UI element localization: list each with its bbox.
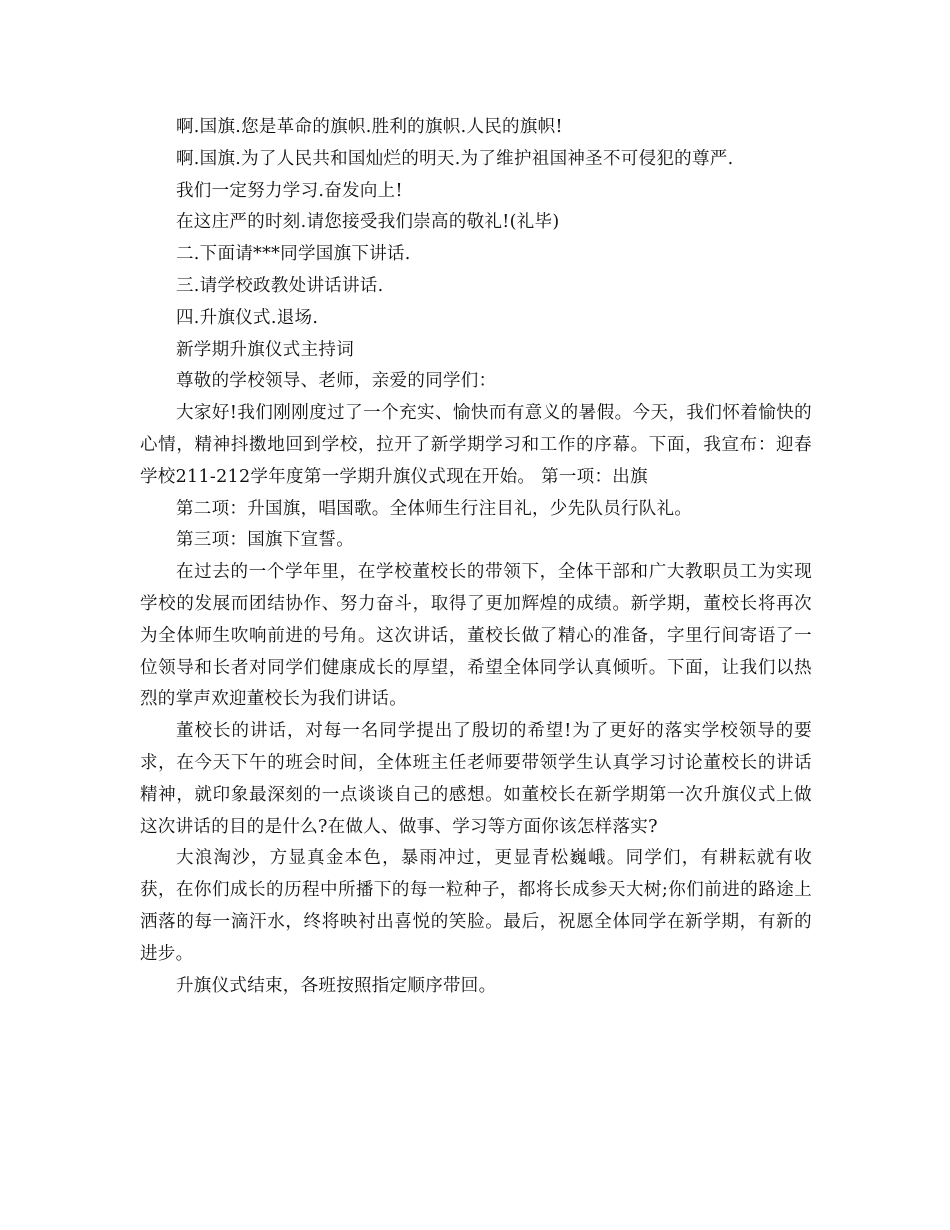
paragraph-7: 四.升旗仪式.退场. (176, 307, 319, 328)
paragraph-speech-summary: 董校长的讲话，对每一名同学提出了殷切的希望!为了更好的落实学校领导的要求，在今天下午的班会时间，全体班主任老师要带领学生认真学习讨论董校长的讲话精神，就印象最深刻的一点谈谈自己的感想。如董校长在新学期第一次升旗仪式上做这次讲话的目的是什么?在做人、做事、学习等方面你该怎样落实? (140, 721, 812, 837)
document-body (140, 112, 812, 1002)
section-heading: 新学期升旗仪式主持词 (176, 339, 354, 360)
paragraph-3: 我们一定努力学习.奋发向上! (176, 180, 403, 201)
paragraph-5: 二.下面请***同学国旗下讲话. (176, 244, 411, 265)
paragraph-item-2: 第二项：升国旗，唱国歌。全体师生行注目礼，少先队员行队礼。 (176, 498, 693, 519)
paragraph-2: 啊.国旗.为了人民共和国灿烂的明天.为了维护祖国神圣不可侵犯的尊严. (176, 148, 734, 169)
paragraph-item-3: 第三项：国旗下宣誓。 (176, 530, 354, 551)
paragraph-opening: 大家好!我们刚刚度过了一个充实、愉快而有意义的暑假。今天，我们怀着愉快的心情，精神抖擞地回到学校，拉开了新学期学习和工作的序幕。下面，我宣布：迎春学校211-212学年度第一学期升旗仪式现在开始。 第一项：出旗 (140, 403, 812, 487)
paragraph-1: 啊.国旗.您是革命的旗帜.胜利的旗帜.人民的旗帜! (176, 117, 563, 137)
paragraph-4: 在这庄严的时刻.请您接受我们崇高的敬礼!(礼毕) (176, 212, 560, 233)
paragraph-past-year: 在过去的一个学年里，在学校董校长的带领下，全体干部和广大教职员工为实现学校的发展而团结协作、努力奋斗，取得了更加辉煌的成绩。新学期，董校长将再次为全体师生吹响前进的号角。这次讲话，董校长做了精心的准备，字里行间寄语了一位领导和长者对同学们健康成长的厚望，希望全体同学认真倾听。下面，让我们以热烈的掌声欢迎董校长为我们讲话。 (140, 562, 812, 710)
paragraph-6: 三.请学校政教处讲话讲话. (176, 275, 384, 296)
paragraph-closing: 大浪淘沙，方显真金本色，暴雨冲过，更显青松巍峨。同学们，有耕耘就有收获，在你们成长的历程中所播下的每一粒种子，都将长成参天大树;你们前进的路途上洒落的每一滴汗水，终将映衬出喜悦的笑脸。最后，祝愿全体同学在新学期，有新的进步。 (140, 848, 812, 964)
paragraph-end: 升旗仪式结束，各班按照指定顺序带回。 (176, 975, 497, 996)
salutation: 尊敬的学校领导、老师，亲爱的同学们： (176, 371, 497, 392)
